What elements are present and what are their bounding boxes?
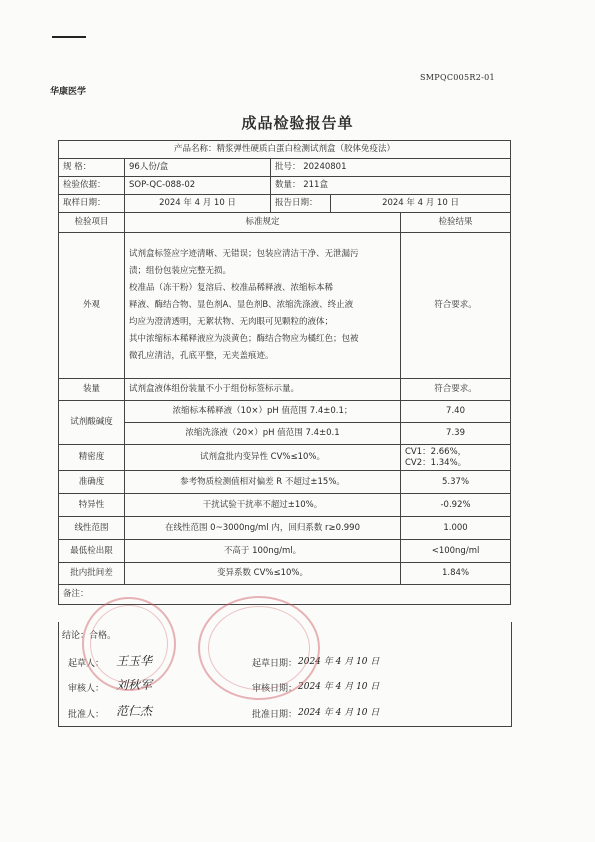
conclusion-label: 结论： [62,631,90,641]
draft-signature: 王玉华 [116,654,153,668]
precision-result [401,445,511,471]
linearity-standard: 在线性范围 0~3000ng/ml 内，回归系数 r≥0.990 [125,517,401,540]
basis-value: SOP-QC-088-02 [125,177,271,195]
specificity-standard: 干扰试验干扰率不超过±10%。 [125,494,401,517]
product-name-cell: 产品名称：精浆弹性硬质白蛋白检测试剂盒（胶体免疫法） [59,141,511,159]
accuracy-item: 准确度 [59,471,125,494]
ph-result-2: 7.39 [401,423,511,445]
detection-limit-item: 最低检出限 [59,540,125,563]
accuracy-result: 5.37% [401,471,511,494]
approve-signature: 范仁杰 [116,704,153,718]
spec-label: 规 格： [59,159,125,177]
top-mark-line [52,36,86,38]
review-date-label: 审核日期： [252,684,298,694]
spec-value: 96人份/盒 [125,159,271,177]
header-standard: 标准规定 [125,213,401,233]
ph-standard-1: 浓缩标本稀释液（10×）pH 值范围 7.4±0.1； [125,401,401,423]
basis-label: 检验依据： [59,177,125,195]
approve-label: 批准人： [68,710,105,720]
review-date: 2024 年 4 月 10 日 [298,682,380,692]
components-standard: 试剂盒液体组份装量不小于组份标签标示量。 [125,379,401,401]
appearance-line: 微孔应清洁，孔底平整，无夹盖痕迹。 [129,351,274,361]
report-title: 成品检验报告单 [241,114,354,132]
approve-date: 2024 年 4 月 10 日 [298,708,380,718]
quantity-label: 数量： [275,180,301,191]
linearity-result: 1.000 [401,517,511,540]
detection-limit-result: <100ng/ml [401,540,511,563]
report-date-value: 2024 年 4 月 10 日 [331,195,511,213]
quantity-cell [271,177,511,195]
ph-standard-2: 浓缩洗涤液（20×）pH 值范围 7.4±0.1 [125,423,401,445]
report-date-label: 报告日期： [271,195,331,213]
batch-value: 20240801 [303,162,347,173]
appearance-line: 均应为澄清透明，无絮状物、无肉眼可见颗粒的液体； [129,317,334,327]
precision-result-1: CV1：2.66%， [405,446,467,457]
header-item: 检验项目 [59,213,125,233]
ph-item: 试剂酸碱度 [59,401,125,445]
ph-result-1: 7.40 [401,401,511,423]
review-label: 审核人： [68,684,105,694]
review-signature: 刘秋军 [116,678,153,692]
document-number: SMPQC005R2-01 [420,73,495,82]
components-item: 装量 [59,379,125,401]
batch-label: 批号： [275,162,301,173]
batch-variation-result: 1.84% [401,563,511,585]
quantity-value: 211盒 [303,180,328,191]
detection-limit-standard: 不高于 100ng/ml。 [125,540,401,563]
precision-standard: 试剂盒批内变异性 CV%≤10%。 [125,445,401,471]
company-name: 华康医学 [50,87,87,97]
sample-date-value: 2024 年 4 月 10 日 [125,195,271,213]
batch-cell [271,159,511,177]
batch-variation-standard: 变异系数 CV%≤10%。 [125,563,401,585]
approve-date-label: 批准日期： [252,710,298,720]
appearance-result: 符合要求。 [401,233,511,379]
specificity-result: -0.92% [401,494,511,517]
quality-seal-right [198,596,320,700]
precision-item: 精密度 [59,445,125,471]
linearity-item: 线性范围 [59,517,125,540]
accuracy-standard: 参考物质检测值相对偏差 R 不超过±15%。 [125,471,401,494]
sample-date-label: 取样日期： [59,195,125,213]
quality-seal-left [82,597,176,691]
appearance-line: 释液、酶结合物、显色剂A、显色剂B、浓缩洗涤液、终止液 [129,300,354,310]
batch-variation-item: 批内批间差 [59,563,125,585]
header-result: 检验结果 [401,213,511,233]
remarks-label: 备注： [63,589,89,600]
draft-date: 2024 年 4 月 10 日 [298,657,380,667]
appearance-line: 其中浓缩标本稀释液应为淡黄色；酶结合物应为橘红色；包被 [129,334,359,344]
appearance-item: 外观 [59,233,125,379]
draft-label: 起草人： [68,659,105,669]
components-result: 符合要求。 [401,379,511,401]
specificity-item: 特异性 [59,494,125,517]
appearance-line: 试剂盒标签应字迹清晰、无错误；包装应清洁干净、无泄漏污 [129,249,359,259]
conclusion-value: 合格。 [89,631,117,641]
appearance-standard [125,233,401,379]
appearance-line: 渍；组份包装应完整无损。 [129,266,232,276]
appearance-line: 校准品（冻干粉）复溶后、校准品稀释液、浓缩标本稀 [129,283,334,293]
inspection-report-table [58,140,511,605]
precision-result-2: CV2：1.34%。 [405,457,467,468]
draft-date-label: 起草日期： [252,659,298,669]
